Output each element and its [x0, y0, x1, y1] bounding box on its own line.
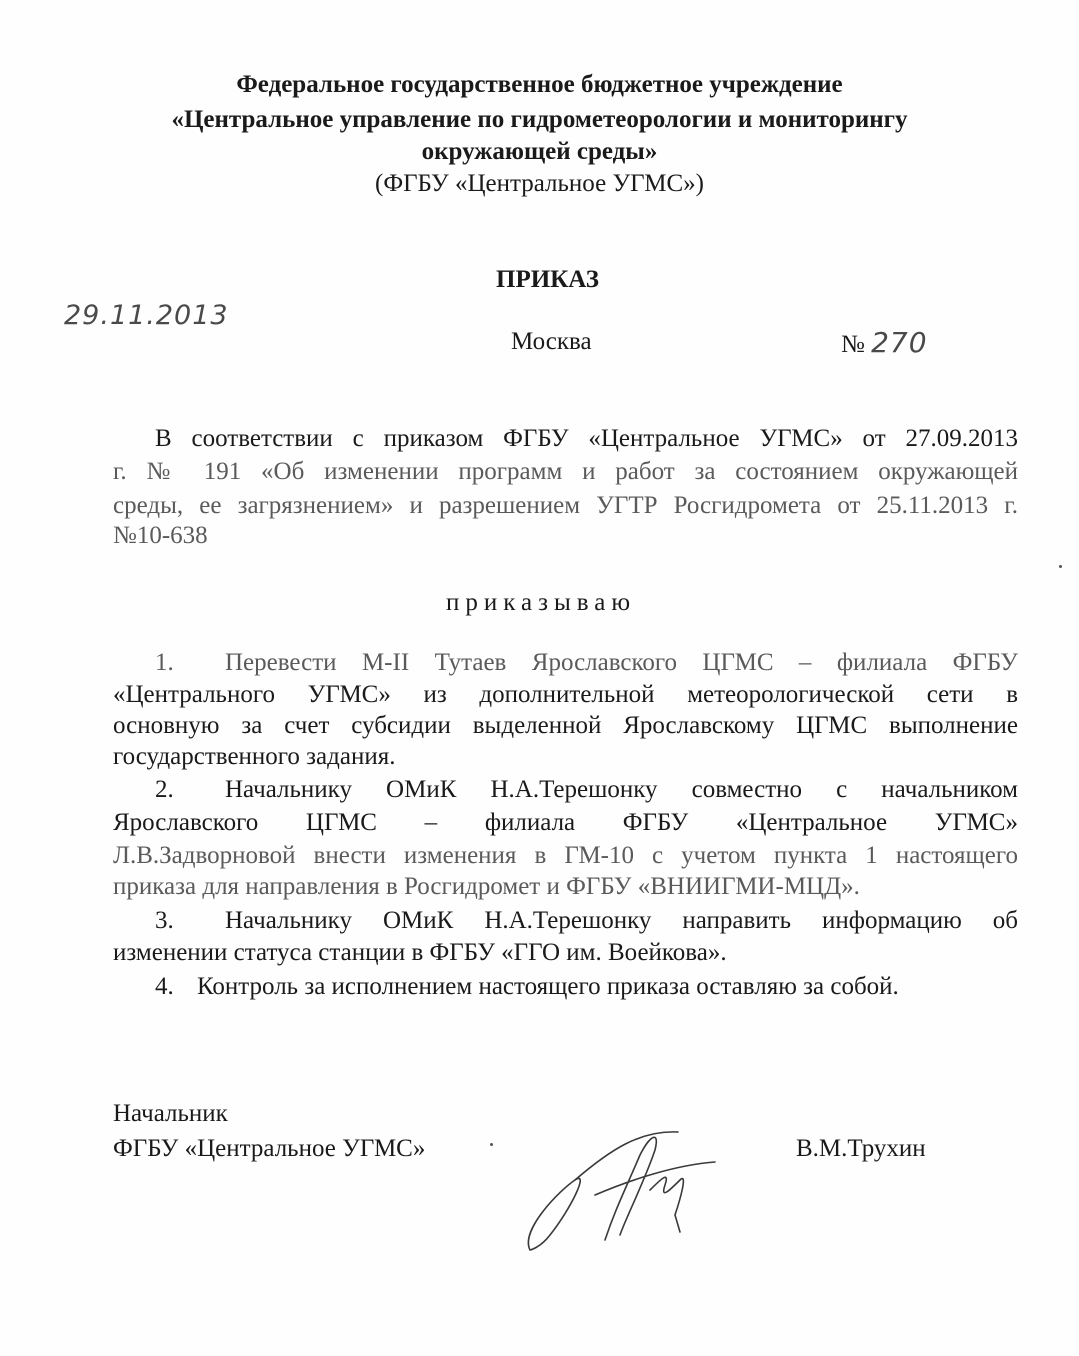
- scan-speck: [490, 1143, 493, 1146]
- item-2-line: [155, 775, 1018, 805]
- order-city: Москва: [511, 328, 592, 355]
- preamble-line: В соответствии с приказом ФГБУ «Центральное УГМС» от 27.09.2013: [155, 425, 1018, 452]
- item-1-line: [155, 648, 1018, 678]
- item-number: 3.: [155, 907, 174, 934]
- signer-position-line-1: Начальник: [113, 1100, 228, 1127]
- item-1-line: государственного задания.: [113, 743, 396, 770]
- signature-icon: [500, 1110, 800, 1260]
- item-number: 2.: [155, 776, 174, 803]
- item-2-line: Ярославского ЦГМС – филиала ФГБУ «Центральное УГМС»: [113, 809, 1018, 836]
- org-name-line-2: «Центральное управление по гидрометеорологии и мониторингу: [171, 106, 908, 133]
- item-1-line: «Центрального УГМС» из дополнительной метеорологической сети в: [113, 681, 1018, 708]
- item-1-line: основную за счет субсидии выделенной Ярославскому ЦГМС выполнение: [113, 712, 1018, 739]
- number-sign: №: [841, 331, 865, 358]
- org-name-line-3: окружающей среды»: [421, 138, 658, 165]
- item-number: 4.: [155, 973, 174, 1000]
- preamble-line: среды, ее загрязнением» и разрешением УГТР Росгидромета от 25.11.2013 г.: [113, 492, 1018, 519]
- org-short-name: (ФГБУ «Центральное УГМС»): [375, 170, 704, 197]
- signer-position-line-2: ФГБУ «Центральное УГМС»: [113, 1135, 426, 1162]
- decree-word: приказываю: [446, 589, 637, 616]
- preamble-line: г. № 191 «Об изменении программ и работ за состоянием окружающей: [113, 458, 1018, 485]
- item-text: Начальнику ОМиК Н.А.Терешонку направить информацию об: [225, 907, 1018, 934]
- item-3-line: изменении статуса станции в ФГБУ «ГГО им. Воейкова».: [113, 939, 727, 966]
- org-name-line-1: Федеральное государственное бюджетное учреждение: [236, 71, 843, 98]
- item-text: Перевести М-II Тутаев Ярославского ЦГМС – филиала ФГБУ: [225, 649, 1018, 676]
- order-title: ПРИКАЗ: [496, 266, 599, 293]
- order-number: [841, 326, 928, 359]
- item-3-line: [155, 906, 1018, 936]
- signer-name: В.М.Трухин: [796, 1135, 926, 1162]
- item-2-line: приказа для направления в Росгидромет и ФГБУ «ВНИИГМИ-МЦД».: [113, 873, 860, 900]
- handwritten-number: 270: [871, 326, 928, 359]
- handwritten-date: 29.11.2013: [64, 300, 229, 331]
- preamble-line: №10-638: [113, 522, 208, 549]
- item-4-line: [155, 972, 899, 1002]
- item-2-line: Л.В.Задворновой внести изменения в ГМ-10 с учетом пункта 1 настоящего: [113, 842, 1018, 869]
- item-text: Контроль за исполнением настоящего приказа оставляю за собой.: [197, 973, 899, 1000]
- item-number: 1.: [155, 649, 174, 676]
- scan-speck: [1059, 565, 1062, 568]
- item-text: Начальнику ОМиК Н.А.Терешонку совместно с начальником: [225, 776, 1018, 803]
